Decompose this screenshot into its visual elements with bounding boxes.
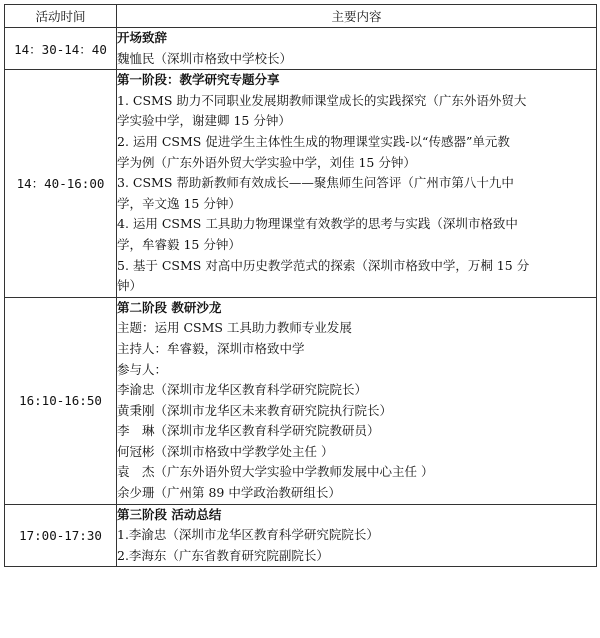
content-line: 李渝忠（深圳市龙华区教育科学研究院院长）	[117, 382, 368, 398]
content-line: 4. 运用 CSMS 工具助力物理课堂有效教学的思考与实践（深圳市格致中	[117, 216, 518, 232]
header-row	[5, 5, 597, 28]
content-line: 2.李海东（广东省教育研究院副院长）	[117, 547, 329, 563]
schedule-row-stage-2	[5, 297, 597, 504]
content-cell	[117, 70, 597, 298]
content-line: 1.李渝忠（深圳市龙华区教育科学研究院院长）	[117, 527, 379, 543]
schedule-row-opening	[5, 28, 597, 70]
content-line: 学，牟睿毅 15 分钟）	[117, 236, 241, 252]
content-line: 学实验中学，谢建卿 15 分钟）	[117, 113, 291, 129]
content-line: 2. 运用 CSMS 促进学生主体性生成的物理课堂实践-以“传感器”单元教	[117, 133, 510, 149]
content-line: 钟）	[117, 278, 143, 294]
content-line: 主持人：牟睿毅，深圳市格致中学	[117, 340, 305, 356]
section-title: 开场致辞	[117, 30, 168, 45]
content-line: 学为例（广东外语外贸大学实验中学，刘佳 15 分钟）	[117, 154, 416, 170]
content-line: 学，辛文逸 15 分钟）	[117, 195, 241, 211]
content-line: 李 琳（深圳市龙华区教育科学研究院教研员）	[117, 423, 380, 439]
content-line: 黄秉刚（深圳市龙华区未来教育研究院执行院长）	[117, 402, 393, 418]
content-line: 何冠彬（深圳市格致中学教学处主任 ）	[117, 443, 334, 459]
content-cell	[117, 504, 597, 567]
schedule-row-stage-3	[5, 504, 597, 567]
content-cell	[117, 297, 597, 504]
section-title: 第三阶段 活动总结	[117, 506, 222, 522]
section-title: 第一阶段：教学研究专题分享	[117, 72, 280, 88]
content-line: 余少珊（广州第 89 中学政治教研组长）	[117, 485, 341, 501]
schedule-row-stage-1	[5, 70, 597, 298]
time-column-header: 活动时间	[5, 5, 117, 28]
time-cell: 17:00-17:30	[5, 504, 117, 567]
time-cell: 14：40-16:00	[5, 70, 117, 298]
content-line: 5. 基于 CSMS 对高中历史教学范式的探索（深圳市格致中学，万桐 15 分	[117, 257, 530, 273]
content-cell	[117, 28, 597, 70]
content-line: 主题：运用 CSMS 工具助力教师专业发展	[117, 320, 352, 336]
time-cell: 16:10-16:50	[5, 297, 117, 504]
content-line: 参与人：	[117, 361, 168, 377]
time-cell: 14：30-14：40	[5, 28, 117, 70]
schedule-table	[4, 4, 597, 567]
content-line: 1. CSMS 助力不同职业发展期教师课堂成长的实践探究（广东外语外贸大	[117, 92, 527, 108]
content-line: 袁 杰（广东外语外贸大学实验中学教师发展中心主任 ）	[117, 464, 434, 480]
section-title: 第二阶段 教研沙龙	[117, 299, 222, 315]
content-line: 魏恤民（深圳市格致中学校长）	[117, 50, 293, 66]
content-column-header: 主要内容	[117, 5, 597, 28]
content-line: 3. CSMS 帮助新教师有效成长——聚焦师生问答评（广州市第八十九中	[117, 175, 514, 191]
